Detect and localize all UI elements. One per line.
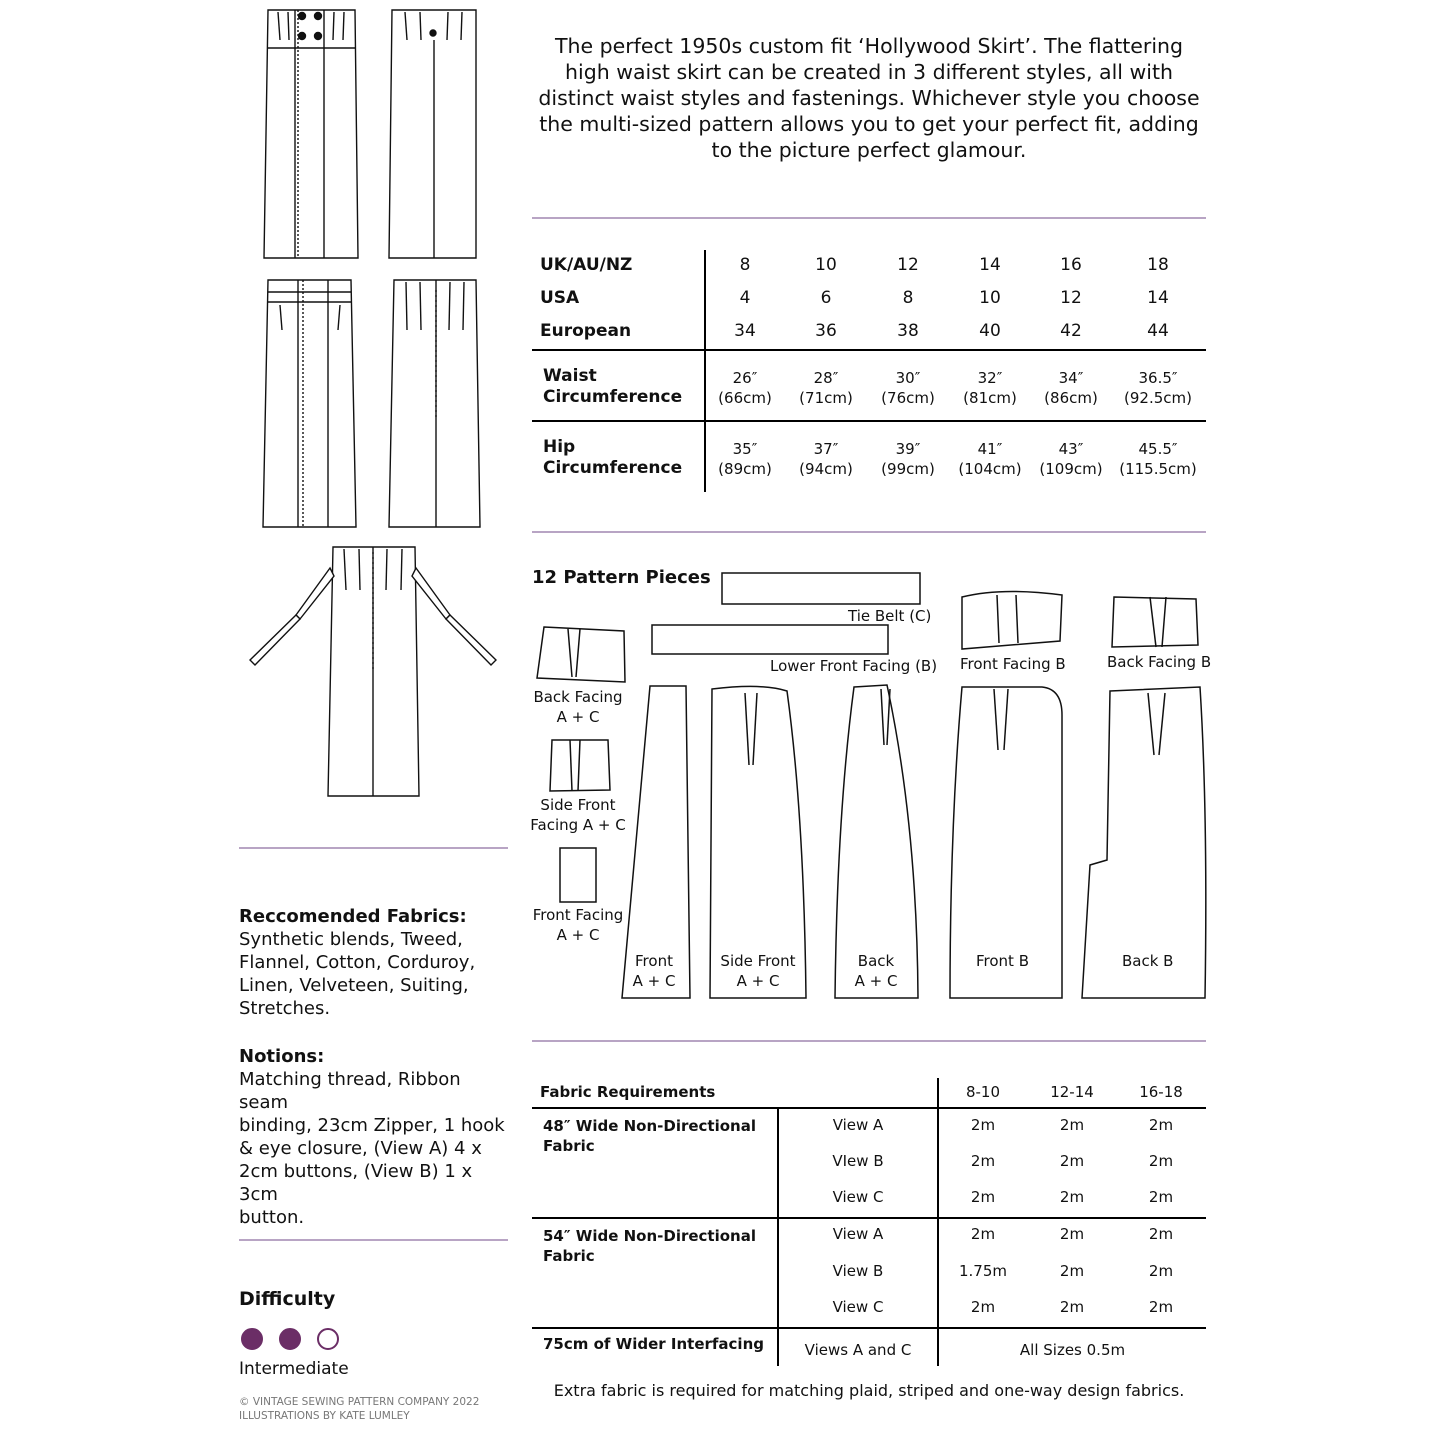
divider xyxy=(532,1040,1206,1042)
waist-inches: 32″ xyxy=(977,369,1003,387)
size-value: 8 xyxy=(902,288,914,308)
skirt-view-c-back xyxy=(250,547,496,796)
notions-line: & eye closure, (View A) 4 x xyxy=(239,1138,482,1159)
fr-value: 2m xyxy=(1059,1188,1085,1206)
difficulty-level: Intermediate xyxy=(239,1359,349,1379)
fr-value: 2m xyxy=(1059,1225,1085,1243)
size-value: 14 xyxy=(1147,288,1169,308)
waist-cm: (86cm) xyxy=(1044,389,1098,407)
fr-interfacing-views: Views A and C xyxy=(804,1341,912,1359)
size-value: 12 xyxy=(1060,288,1082,308)
difficulty-dot-filled xyxy=(279,1328,301,1350)
size-chart-hline xyxy=(532,420,1206,422)
waist-cm: (81cm) xyxy=(963,389,1017,407)
fr-value: 2m xyxy=(1059,1152,1085,1170)
front-facing-ac-piece xyxy=(560,848,596,902)
divider xyxy=(239,1239,508,1241)
front-facing-ac-label-2: A + C xyxy=(556,926,600,944)
waist-measure xyxy=(700,368,790,408)
size-value: 12 xyxy=(897,255,919,275)
side-front-facing-label-2: Facing A + C xyxy=(530,816,626,834)
waist-label xyxy=(543,366,682,408)
hip-measure xyxy=(863,439,953,479)
hip-label xyxy=(543,437,682,479)
waist-cm: (71cm) xyxy=(799,389,853,407)
waist-measure xyxy=(1026,368,1116,408)
front-facing-ac-label-1: Front Facing xyxy=(532,906,624,924)
back-ac-label-1: Back xyxy=(857,952,895,970)
front-ac-label xyxy=(626,951,682,991)
fr-interfacing-label: 75cm of Wider Interfacing xyxy=(543,1335,764,1353)
fr-value: 2m xyxy=(1148,1188,1174,1206)
fr-group-1-line: Fabric xyxy=(543,1137,595,1155)
notions-line: binding, 23cm Zipper, 1 hook xyxy=(239,1115,505,1136)
size-value: 38 xyxy=(897,321,919,341)
fr-interfacing-value: All Sizes 0.5m xyxy=(1019,1341,1126,1359)
side-front-ac-label-2: A + C xyxy=(736,972,780,990)
fr-view-label: View A xyxy=(832,1225,884,1243)
tie-belt-piece xyxy=(722,573,920,604)
difficulty-dot-filled xyxy=(241,1328,263,1350)
hip-measure xyxy=(700,439,790,479)
fabric-footnote: Extra fabric is required for matching plaid, striped and one-way design fabrics. xyxy=(553,1381,1185,1400)
hip-measure xyxy=(945,439,1035,479)
size-value: 10 xyxy=(815,255,837,275)
fr-group-2-line: 54″ Wide Non-Directional xyxy=(543,1227,756,1245)
skirt-view-a-front xyxy=(264,10,358,258)
size-row-label: European xyxy=(540,321,632,341)
divider xyxy=(532,531,1206,533)
pattern-pieces-drawing xyxy=(532,565,1212,1005)
size-value: 34 xyxy=(734,321,756,341)
front-facing-b-label: Front Facing B xyxy=(960,655,1066,673)
waist-inches: 28″ xyxy=(813,369,839,387)
waist-inches: 26″ xyxy=(732,369,758,387)
fr-value: 1.75m xyxy=(958,1262,1007,1280)
size-row-label: UK/AU/NZ xyxy=(540,255,633,275)
hip-cm: (109cm) xyxy=(1039,460,1103,478)
back-ac-label-2: A + C xyxy=(854,972,898,990)
waist-inches: 36.5″ xyxy=(1138,369,1178,387)
fr-value: 2m xyxy=(970,1298,996,1316)
pattern-pieces-title: 12 Pattern Pieces xyxy=(532,567,711,588)
fabrics-line: Flannel, Cotton, Corduroy, xyxy=(239,952,476,973)
fr-value: 2m xyxy=(1148,1225,1174,1243)
waist-measure xyxy=(781,368,871,408)
hip-cm: (104cm) xyxy=(958,460,1022,478)
size-value: 8 xyxy=(739,255,751,275)
fr-col-header: 8-10 xyxy=(965,1083,1001,1101)
waist-measure xyxy=(1113,368,1203,408)
size-chart-hline xyxy=(532,349,1206,351)
fabrics-title: Reccomended Fabrics: xyxy=(239,906,467,927)
lower-front-facing-label: Lower Front Facing (B) xyxy=(770,657,938,675)
copyright-line: © VINTAGE SEWING PATTERN COMPANY 2022 xyxy=(239,1396,480,1408)
size-value: 42 xyxy=(1060,321,1082,341)
back-facing-b-label: Back Facing B xyxy=(1107,653,1212,671)
notions xyxy=(239,1045,509,1229)
waist-inches: 30″ xyxy=(895,369,921,387)
lower-front-facing-piece xyxy=(652,625,888,654)
hip-measure xyxy=(1026,439,1116,479)
front-facing-ac-label xyxy=(530,905,626,945)
recommended-fabrics xyxy=(239,905,509,1020)
hip-measure xyxy=(1113,439,1203,479)
fr-view-label: View A xyxy=(832,1116,884,1134)
difficulty-title: Difficulty xyxy=(239,1288,336,1310)
notions-line: button. xyxy=(239,1207,305,1228)
size-value: 4 xyxy=(739,288,751,308)
fr-value: 2m xyxy=(970,1188,996,1206)
intro-text: The perfect 1950s custom fit ‘Hollywood Skirt’. The flattering high waist skirt can be created in 3 different styles, all with distinct waist styles and fastenings. Whichever style you choose the multi-sized pattern allows you to get your perfect fit, adding to the picture perfect glamour. xyxy=(538,34,1200,162)
notions-line: 2cm buttons, (View B) 1 x 3cm xyxy=(239,1161,473,1205)
fr-group-2-label xyxy=(543,1226,756,1266)
skirt-illustrations xyxy=(240,0,510,810)
fr-col-header: 12-14 xyxy=(1050,1083,1094,1101)
fr-group-1-line: 48″ Wide Non-Directional xyxy=(543,1117,756,1135)
copyright-line: ILLUSTRATIONS BY KATE LUMLEY xyxy=(239,1410,410,1422)
difficulty-dot-empty xyxy=(317,1328,339,1350)
size-value: 16 xyxy=(1060,255,1082,275)
waist-measure xyxy=(863,368,953,408)
waist-cm: (66cm) xyxy=(718,389,772,407)
front-b-label: Front B xyxy=(976,952,1029,970)
back-facing-ac-label xyxy=(530,687,626,727)
size-value: 14 xyxy=(979,255,1001,275)
tie-belt-label: Tie Belt (C) xyxy=(848,607,932,625)
front-ac-label-1: Front xyxy=(635,952,673,970)
fr-value: 2m xyxy=(1148,1298,1174,1316)
side-front-ac-label-1: Side Front xyxy=(720,952,796,970)
size-value: 40 xyxy=(979,321,1001,341)
size-row-label: USA xyxy=(540,288,580,308)
fabrics-line: Stretches. xyxy=(239,998,331,1019)
hip-inches: 45.5″ xyxy=(1138,440,1178,458)
notions-line: Matching thread, Ribbon seam xyxy=(239,1069,461,1113)
size-value: 36 xyxy=(815,321,837,341)
skirt-view-b-front xyxy=(263,280,356,527)
size-value: 10 xyxy=(979,288,1001,308)
skirt-view-b-back xyxy=(389,280,480,527)
fr-value: 2m xyxy=(1148,1262,1174,1280)
size-value: 6 xyxy=(820,288,832,308)
waist-inches: 34″ xyxy=(1058,369,1084,387)
side-front-facing-label xyxy=(526,795,630,835)
hip-measure xyxy=(781,439,871,479)
waist-label-2: Circumference xyxy=(543,387,683,407)
fr-vline xyxy=(937,1078,939,1366)
fabrics-line: Linen, Velveteen, Suiting, xyxy=(239,975,469,996)
front-ac-label-2: A + C xyxy=(632,972,676,990)
fr-view-label: View C xyxy=(832,1298,884,1316)
hip-inches: 37″ xyxy=(813,440,839,458)
divider xyxy=(239,847,508,849)
fr-value: 2m xyxy=(970,1225,996,1243)
back-b-label: Back B xyxy=(1122,952,1174,970)
hip-cm: (89cm) xyxy=(718,460,772,478)
hip-label-2: Circumference xyxy=(543,458,683,478)
hip-label-1: Hip xyxy=(543,437,576,457)
waist-cm: (92.5cm) xyxy=(1124,389,1192,407)
fr-value: 2m xyxy=(1148,1152,1174,1170)
hip-cm: (94cm) xyxy=(799,460,853,478)
fr-hline xyxy=(532,1217,1206,1219)
fr-group-2-line: Fabric xyxy=(543,1247,595,1265)
fr-view-label: View C xyxy=(832,1188,884,1206)
fr-group-1-label xyxy=(543,1116,756,1156)
fr-view-label: VIew B xyxy=(832,1152,884,1170)
hip-inches: 41″ xyxy=(977,440,1003,458)
fr-value: 2m xyxy=(970,1116,996,1134)
fr-title: Fabric Requirements xyxy=(540,1083,716,1101)
hip-cm: (115.5cm) xyxy=(1119,460,1197,478)
size-value: 18 xyxy=(1147,255,1169,275)
side-front-facing-label-1: Side Front xyxy=(540,796,616,814)
fr-hline xyxy=(532,1327,1206,1329)
back-facing-ac-label-2: A + C xyxy=(556,708,600,726)
size-value: 44 xyxy=(1147,321,1169,341)
fr-value: 2m xyxy=(1059,1262,1085,1280)
skirt-view-a-back xyxy=(389,10,476,258)
fr-value: 2m xyxy=(970,1152,996,1170)
notions-title: Notions: xyxy=(239,1046,325,1067)
copyright xyxy=(239,1395,479,1423)
back-facing-ac-piece xyxy=(537,627,625,682)
back-ac-label xyxy=(846,951,906,991)
side-front-ac-label xyxy=(712,951,804,991)
fr-value: 2m xyxy=(1059,1116,1085,1134)
fr-value: 2m xyxy=(1059,1298,1085,1316)
hip-inches: 35″ xyxy=(732,440,758,458)
fr-hline xyxy=(532,1107,1206,1109)
waist-cm: (76cm) xyxy=(881,389,935,407)
waist-label-1: Waist xyxy=(543,366,597,386)
hip-inches: 39″ xyxy=(895,440,921,458)
hip-cm: (99cm) xyxy=(881,460,935,478)
hip-inches: 43″ xyxy=(1058,440,1084,458)
fr-value: 2m xyxy=(1148,1116,1174,1134)
back-facing-ac-label-1: Back Facing xyxy=(533,688,623,706)
divider xyxy=(532,217,1206,219)
fr-view-label: View B xyxy=(832,1262,884,1280)
waist-measure xyxy=(945,368,1035,408)
fr-col-header: 16-18 xyxy=(1139,1083,1183,1101)
fabrics-line: Synthetic blends, Tweed, xyxy=(239,929,463,950)
front-facing-b-piece xyxy=(962,591,1062,649)
